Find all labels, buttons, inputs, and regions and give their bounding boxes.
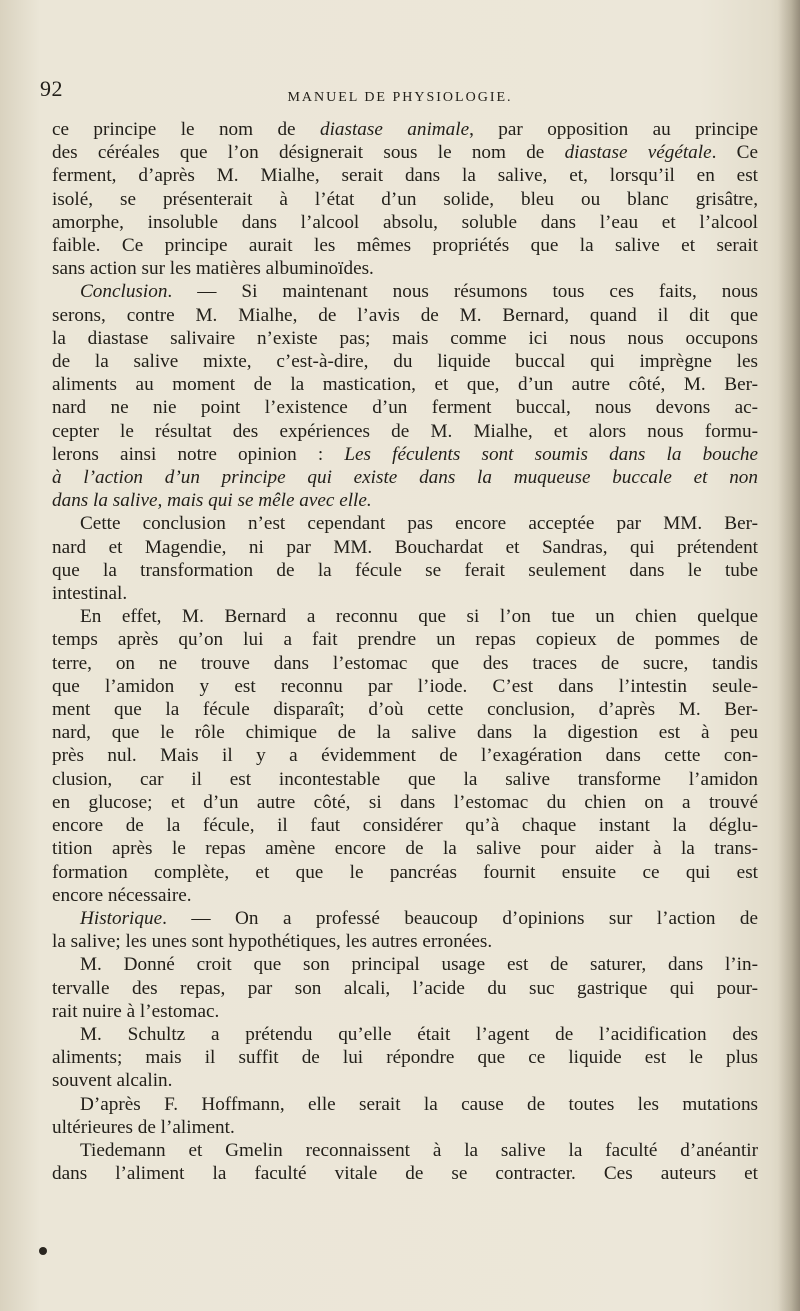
text-segment: en glucose; et d’un autre côté, si dans l’estomac du chien on a trouvé <box>52 791 758 813</box>
text-segment: aliments; mais il suffit de lui répondre que ce liquide est le plus <box>52 1047 758 1069</box>
text-segment: encore nécessaire. <box>52 884 192 906</box>
text-line <box>52 1116 758 1139</box>
text-line <box>52 280 758 303</box>
italic-text: Les féculents sont soumis dans la bouche <box>344 443 758 465</box>
text-line <box>52 930 758 953</box>
text-line <box>52 977 758 1000</box>
text-segment: dans l’aliment la faculté vitale de se contracter. Ces auteurs et <box>52 1163 758 1185</box>
text-segment: sans action sur les matières albuminoïdes. <box>52 258 374 280</box>
text-segment: En effet, M. Bernard a reconnu que si l’on tue un chien quelque <box>80 606 758 628</box>
italic-text: diastase végétale <box>564 142 712 164</box>
text-segment: que la transformation de la fécule se ferait seulement dans le tube <box>52 559 758 581</box>
running-head: MANUEL DE PHYSIOLOGIE. <box>287 90 513 105</box>
italic-text: à l’action d’un principe qui existe dans la muqueuse buccale et non <box>52 467 758 489</box>
italic-text: Historique <box>80 907 163 929</box>
text-line <box>52 1046 758 1069</box>
text-segment: encore de la fécule, il faut considérer qu’à chaque instant la déglu- <box>52 815 758 837</box>
italic-text: diastase animale <box>319 119 470 140</box>
text-line <box>52 559 758 582</box>
text-line <box>52 814 758 837</box>
text-segment: que l’amidon y est reconnu par l’iode. C’est dans l’intestin seule- <box>52 675 758 697</box>
text-line <box>52 304 758 327</box>
text-line <box>52 420 758 443</box>
text-line <box>52 628 758 651</box>
text-segment: ferment, d’après M. Mialhe, serait dans la salive, et, lorsqu’il en est <box>52 165 758 187</box>
text-segment: . Ce <box>711 142 758 164</box>
text-line <box>52 164 758 187</box>
text-segment: isolé, se présenterait à l’état d’un solide, bleu ou blanc grisâtre, <box>52 188 758 210</box>
text-line <box>52 652 758 675</box>
text-line <box>52 837 758 860</box>
text-segment: amorphe, insoluble dans l’alcool absolu, soluble dans l’eau et l’alcool <box>52 211 758 233</box>
text-line <box>52 118 758 141</box>
text-segment: temps après qu’on lui a fait prendre un repas copieux de pommes de <box>52 629 758 651</box>
text-segment: clusion, car il est incontestable que la salive transforme l’amidon <box>52 768 758 790</box>
text-line <box>52 953 758 976</box>
text-line <box>52 141 758 164</box>
text-segment: cepter le résultat des expériences de M. Mialhe, et alors nous formu- <box>52 420 758 442</box>
text-line <box>52 512 758 535</box>
text-segment: serons, contre M. Mialhe, de l’avis de M. Bernard, quand il dit que <box>52 304 758 326</box>
text-segment: . — Si maintenant nous résumons tous ces faits, nous <box>167 281 758 303</box>
text-line <box>52 861 758 884</box>
text-segment: nard et Magendie, ni par MM. Bouchardat et Sandras, qui prétendent <box>52 536 758 558</box>
text-segment: tervalle des repas, par son alcali, l’acide du suc gastrique qui pour- <box>52 977 758 999</box>
text-line <box>52 907 758 930</box>
text-segment: M. Donné croit que son principal usage est de saturer, dans l’in- <box>80 954 758 976</box>
text-line <box>52 373 758 396</box>
text-segment: terre, on ne trouve dans l’estomac que des traces de sucre, tandis <box>52 652 758 674</box>
text-segment: Cette conclusion n’est cependant pas encore acceptée par MM. Ber- <box>80 513 758 535</box>
text-segment: des céréales que l’on désignerait sous le nom de <box>52 142 565 164</box>
text-line <box>52 489 758 512</box>
text-line <box>52 698 758 721</box>
text-line <box>52 605 758 628</box>
text-segment: près nul. Mais il y a évidemment de l’exagération dans cette con- <box>52 745 758 767</box>
text-segment: de la salive mixte, c’est-à-dire, du liquide buccal qui imprègne les <box>52 351 758 373</box>
text-segment: , par opposition au principe <box>469 119 759 140</box>
text-segment: ment que la fécule disparaît; d’où cette conclusion, d’après M. Ber- <box>52 699 758 721</box>
text-segment: la diastase salivaire n’existe pas; mais comme ici nous nous occupons <box>52 327 758 349</box>
text-segment: ultérieures de l’aliment. <box>52 1116 235 1138</box>
text-segment: intestinal. <box>52 583 128 605</box>
text-line <box>52 466 758 489</box>
body-text <box>52 118 758 1185</box>
page-number: 92 <box>40 76 63 101</box>
text-line <box>52 582 758 605</box>
ink-dot-mark <box>39 1247 47 1255</box>
text-line <box>52 536 758 559</box>
text-line <box>52 396 758 419</box>
text-line <box>52 188 758 211</box>
text-line <box>52 768 758 791</box>
text-line <box>52 1093 758 1116</box>
text-segment: souvent alcalin. <box>52 1070 173 1092</box>
text-segment: formation complète, et que le pancréas fournit ensuite ce qui est <box>52 861 758 883</box>
text-segment: tition après le repas amène encore de la salive pour aider à la trans- <box>52 838 758 860</box>
text-segment: nard, que le rôle chimique de la salive dans la digestion est à peu <box>52 722 758 744</box>
text-line <box>52 443 758 466</box>
text-line <box>52 791 758 814</box>
text-line <box>52 1162 758 1185</box>
text-line <box>52 1069 758 1092</box>
text-segment: nard ne nie point l’existence d’un ferment buccal, nous devons ac- <box>52 397 758 419</box>
text-line <box>52 327 758 350</box>
text-segment: Tiedemann et Gmelin reconnaissent à la salive la faculté d’anéantir <box>80 1139 758 1161</box>
text-line <box>52 721 758 744</box>
text-segment: aliments au moment de la mastication, et que, d’un autre côté, M. Ber- <box>52 374 758 396</box>
text-segment: rait nuire à l’estomac. <box>52 1000 220 1022</box>
text-segment: ce principe le nom de <box>52 119 320 140</box>
text-line <box>52 1023 758 1046</box>
text-line <box>52 211 758 234</box>
text-line <box>52 234 758 257</box>
text-line <box>52 1000 758 1023</box>
text-line <box>52 675 758 698</box>
text-segment: lerons ainsi notre opinion : <box>52 443 345 465</box>
text-line <box>52 350 758 373</box>
page-gutter-shadow <box>778 0 800 1311</box>
italic-text: Conclusion <box>80 281 168 303</box>
text-segment: la salive; les unes sont hypothétiques, les autres erronées. <box>52 931 493 953</box>
text-line <box>52 257 758 280</box>
italic-text: dans la salive, mais qui se mêle avec elle. <box>52 490 372 512</box>
text-segment: M. Schultz a prétendu qu’elle était l’agent de l’acidification des <box>80 1023 758 1045</box>
text-line <box>52 1139 758 1162</box>
text-segment: . — On a professé beaucoup d’opinions sur l’action de <box>162 907 758 929</box>
text-line <box>52 884 758 907</box>
text-segment: faible. Ce principe aurait les mêmes propriétés que la salive et serait <box>52 235 758 257</box>
text-segment: D’après F. Hoffmann, elle serait la cause de toutes les mutations <box>80 1093 758 1115</box>
text-line <box>52 744 758 767</box>
